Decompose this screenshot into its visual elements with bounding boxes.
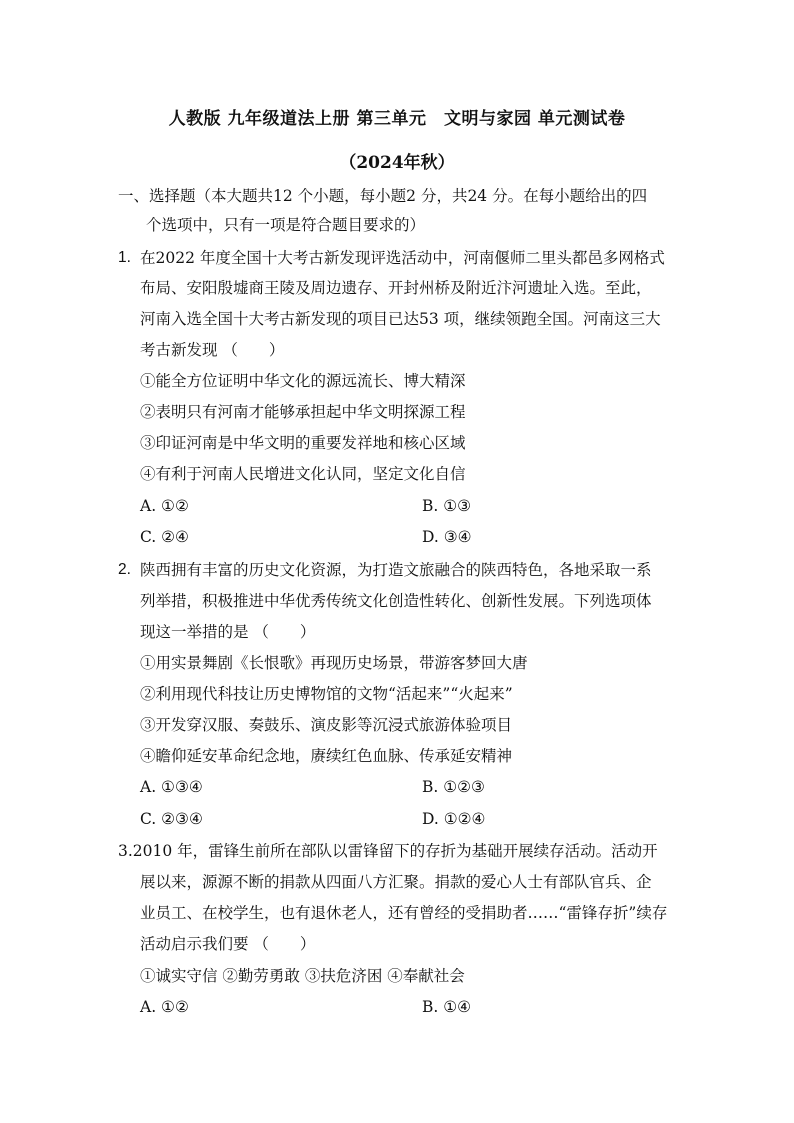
question-3-option-a: A. ①②	[140, 998, 189, 1016]
question-2-stem-line-2: 列举措，积极推进中华优秀传统文化创造性转化、创新性发展。下列选项体	[140, 592, 652, 610]
question-3-stem-line-2: 展以来，源源不断的捐款从四面八方汇聚。捐款的爱心人士有部队官兵、企	[140, 873, 652, 891]
question-2-option-c: C. ②③④	[140, 810, 203, 828]
section-heading-line-1: 一、选择题（本大题共12 个小题，每小题2 分，共24 分。在每小题给出的四	[118, 187, 648, 205]
question-2-item-3: ③开发穿汉服、奏鼓乐、演皮影等沉浸式旅游体验项目	[140, 716, 513, 734]
question-3-option-b: B. ①④	[422, 998, 472, 1016]
document-subtitle: （2024年秋）	[339, 153, 455, 173]
question-1-stem-line-2: 布局、安阳殷墟商王陵及周边遗存、开封州桥及附近汴河遗址入选。至此，	[140, 279, 652, 297]
document-title: 人教版 九年级道法上册 第三单元 文明与家园 单元测试卷	[168, 109, 626, 129]
question-1-option-d: D. ③④	[422, 528, 472, 546]
question-2-option-a: A. ①③④	[140, 778, 203, 796]
question-1-number: 1.	[118, 249, 131, 266]
question-1-item-4: ④有利于河南人民增进文化认同，坚定文化自信	[140, 465, 466, 483]
question-1-option-c: C. ②④	[140, 528, 189, 546]
question-2-number: 2.	[118, 561, 131, 578]
section-heading-line-2: 个选项中，只有一项是符合题目要求的）	[146, 216, 426, 234]
question-3-stem-line-1: 3.2010 年，雷锋生前所在部队以雷锋留下的存折为基础开展续存活动。活动开	[118, 842, 658, 860]
question-2-item-1: ①用实景舞剧《长恨歌》再现历史场景，带游客梦回大唐	[140, 654, 528, 672]
question-1-item-2: ②表明只有河南才能够承担起中华文明探源工程	[140, 403, 466, 421]
question-1-stem-line-4: 考古新发现 （ ）	[140, 341, 285, 359]
question-1-item-1: ①能全方位证明中华文化的源远流长、博大精深	[140, 372, 466, 390]
question-2-stem-line-1: 陕西拥有丰富的历史文化资源，为打造文旅融合的陕西特色，各地采取一系	[140, 561, 652, 579]
question-2-option-d: D. ①②④	[422, 810, 486, 828]
question-1-stem-line-1: 在2022 年度全国十大考古新发现评选活动中，河南偃师二里头都邑多网格式	[140, 249, 665, 267]
question-1-option-b: B. ①③	[422, 497, 472, 515]
question-1-option-a: A. ①②	[140, 497, 189, 515]
question-2-item-2: ②利用现代科技让历史博物馆的文物“活起来”“火起来”	[140, 685, 513, 703]
question-3-stem-line-3: 业员工、在校学生，也有退休老人，还有曾经的受捐助者……“雷锋存折”续存	[140, 904, 668, 922]
question-3-stem-line-4: 活动启示我们要 （ ）	[140, 935, 316, 953]
question-2-item-4: ④瞻仰延安革命纪念地，赓续红色血脉、传承延安精神	[140, 747, 513, 765]
question-1-stem-line-3: 河南入选全国十大考古新发现的项目已达53 项，继续领跑全国。河南这三大	[140, 310, 661, 328]
question-3-items: ①诚实守信 ②勤劳勇敢 ③扶危济困 ④奉献社会	[140, 967, 465, 985]
question-2-stem-line-3: 现这一举措的是 （ ）	[140, 623, 316, 641]
question-2-option-b: B. ①②③	[422, 778, 485, 796]
question-1-item-3: ③印证河南是中华文明的重要发祥地和核心区域	[140, 434, 466, 452]
